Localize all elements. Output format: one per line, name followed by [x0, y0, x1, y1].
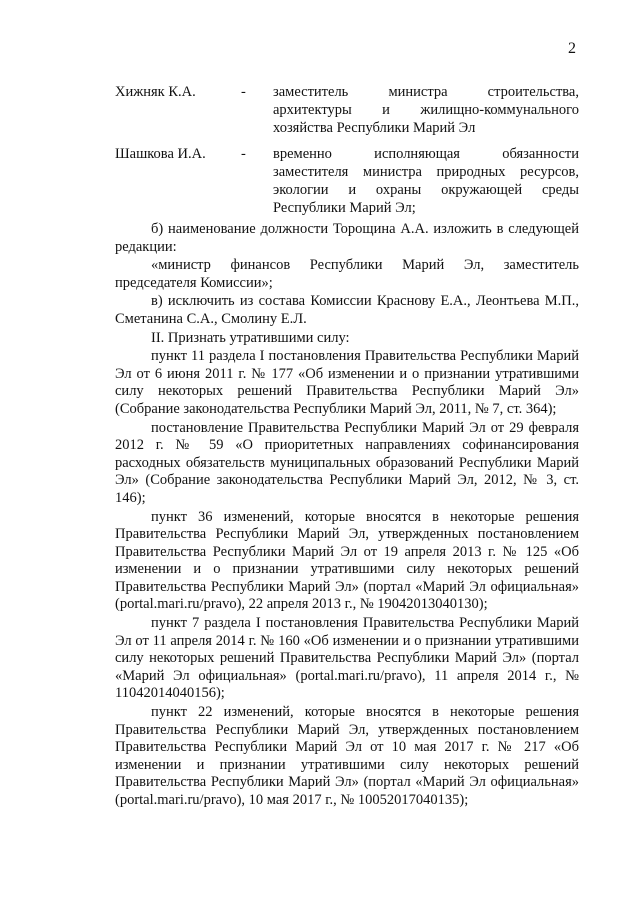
paragraph: «министр финансов Республики Марий Эл, заместитель председателя Комиссии»; — [115, 257, 579, 291]
paragraph: б) наименование должности Торощина А.А. изложить в следующей редакции: — [115, 221, 579, 255]
paragraph: пункт 7 раздела I постановления Правительства Республики Марий Эл от 11 апреля 2014 г. № 160 «Об изменении и о признании утратившими силу некоторых решений Правительства Республики Марий Эл» (портал «Марий Эл официальная» (portal.mari.ru/pravo), 11 апреля 2014 г., № 11042014040156); — [115, 615, 579, 702]
document-body — [115, 221, 579, 810]
paragraph: пункт 36 изменений, которые вносятся в некоторые решения Правительства Республики Марий Эл, утвержденных постановлением Правительства Республики Марий Эл от 19 апреля 2013 г. № 125 «Об изменении и о признании утратившими силу некоторых решений Правительства Республики Марий Эл» (портал «Марий Эл официальная» (portal.mari.ru/pravo), 22 апреля 2013 г., № 19042013040130); — [115, 508, 579, 613]
paragraph: в) исключить из состава Комиссии Краснову Е.А., Леонтьева М.П., Сметанина С.А., Смолину Е.Л. — [115, 293, 579, 327]
separator-dash: - — [241, 84, 246, 100]
member-name: Шашкова И.А. — [115, 146, 206, 162]
separator-dash: - — [241, 146, 246, 162]
section-heading: II. Признать утратившими силу: — [151, 329, 350, 346]
paragraph: пункт 11 раздела I постановления Правительства Республики Марий Эл от 6 июня 2011 г. № 177 «Об изменении и о признании утратившими силу некоторых решений Правительства Республики Марий Эл» (Собрание законодательства Республики Марий Эл, 2011, № 7, ст. 364); — [115, 348, 579, 417]
member-position: временно исполняющая обязанности заместителя министра природных ресурсов, экологии и охраны окружающей среды Республики Марий Эл; — [273, 146, 579, 216]
paragraph: пункт 22 изменений, которые вносятся в некоторые решения Правительства Республики Марий Эл, утвержденных постановлением Правительства Республики Марий Эл от 10 мая 2017 г. № 217 «Об изменении и признании утратившими силу некоторых решений Правительства Республики Марий Эл» (портал «Марий Эл официальная» (portal.mari.ru/pravo), 10 мая 2017 г., № 10052017040135); — [115, 704, 579, 808]
member-name: Хижняк К.А. — [115, 84, 196, 100]
page-number: 2 — [568, 40, 576, 57]
paragraph: постановление Правительства Республики Марий Эл от 29 февраля 2012 г. № 59 «О приоритетных направлениях софинансирования расходных обязательств муниципальных образований Республики Марий Эл» (Собрание законодательства Республики Марий Эл, 2012, № 3, ст. 146); — [115, 419, 579, 506]
member-position: заместитель министра строительства, архитектуры и жилищно-коммунального хозяйства Республики Марий Эл — [273, 84, 579, 136]
